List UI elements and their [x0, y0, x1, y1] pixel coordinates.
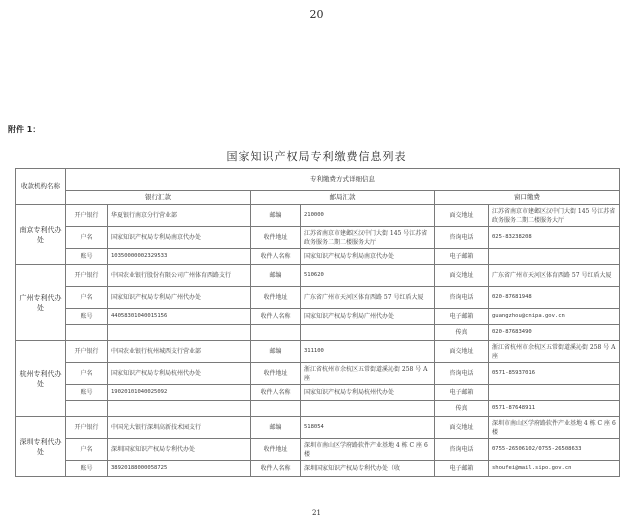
- field-value: 44058301040015156: [108, 309, 251, 325]
- field-label: 开户银行: [66, 417, 108, 439]
- page-number-bottom: 21: [312, 509, 321, 517]
- field-label: 收件地址: [251, 287, 301, 309]
- field-label: 账号: [66, 461, 108, 477]
- field-value: 浙江省杭州市余杭区五常街道溪沁街 258 号 A 座: [489, 341, 620, 363]
- field-label: 开户银行: [66, 205, 108, 227]
- field-label: [66, 325, 108, 341]
- table-subheader-row: [16, 191, 620, 205]
- field-value: 华夏银行南京分行营业部: [108, 205, 251, 227]
- table-row: [16, 205, 620, 227]
- field-label: 账号: [66, 309, 108, 325]
- field-value: guangzhou@cnipa.gov.cn: [489, 309, 620, 325]
- document-title: 国家知识产权局专利缴费信息列表: [226, 150, 407, 163]
- field-label: 收件地址: [251, 227, 301, 249]
- table-row: [16, 385, 620, 401]
- field-label: 户名: [66, 227, 108, 249]
- field-value: 中国光大银行深圳高新技术园支行: [108, 417, 251, 439]
- header-counter: 窗口缴费: [435, 191, 620, 205]
- table-row: [16, 439, 620, 461]
- field-value: 中国农业银行杭州城西支行营业部: [108, 341, 251, 363]
- field-label: 账号: [66, 249, 108, 265]
- field-value: 国家知识产权局专利局广州代办处: [108, 287, 251, 309]
- field-value: 深圳市南山区学府路软件产业基地 4 栋 C 座 6 楼: [301, 439, 435, 461]
- field-value: 江苏省南京市建邺区汉中门大街 145 号江苏省政务服务二期二楼服务大厅: [489, 205, 620, 227]
- field-value: [108, 325, 251, 341]
- table-row: [16, 341, 620, 363]
- field-label: 电子邮箱: [435, 385, 489, 401]
- office-name: 深圳专利代办处: [16, 417, 66, 477]
- field-value: 国家知识产权局专利局广州代办处: [301, 309, 435, 325]
- office-name: 南京专利代办处: [16, 205, 66, 265]
- table-header-row: [16, 169, 620, 191]
- table-row: [16, 265, 620, 287]
- field-label: 面交地址: [435, 205, 489, 227]
- table-row: [16, 287, 620, 309]
- field-value: 020-87683490: [489, 325, 620, 341]
- field-value: 深圳国家知识产权局专利代办处: [108, 439, 251, 461]
- field-value: [108, 401, 251, 417]
- field-value: 广东省广州市天河区体育西路 57 号红盾大厦: [489, 265, 620, 287]
- field-label: [251, 325, 301, 341]
- field-value: 深圳国家知识产权局专利代办处（收: [301, 461, 435, 477]
- field-value: [301, 325, 435, 341]
- table-row: [16, 325, 620, 341]
- field-label: 面交地址: [435, 417, 489, 439]
- table-row: [16, 401, 620, 417]
- header-detail: 专利缴费方式详细信息: [66, 169, 620, 191]
- field-label: 面交地址: [435, 341, 489, 363]
- field-label: [251, 401, 301, 417]
- field-value: [489, 385, 620, 401]
- table-row: [16, 363, 620, 385]
- field-label: 收件地址: [251, 439, 301, 461]
- field-label: 收件地址: [251, 363, 301, 385]
- field-value: 0571-85937016: [489, 363, 620, 385]
- table-row: [16, 417, 620, 439]
- field-label: 收件人名称: [251, 309, 301, 325]
- field-value: [489, 249, 620, 265]
- table-row: [16, 249, 620, 265]
- field-label: 户名: [66, 439, 108, 461]
- field-value: 国家知识产权局专利局杭州代办处: [108, 363, 251, 385]
- header-post: 邮局汇款: [251, 191, 435, 205]
- field-value: [301, 401, 435, 417]
- page-number-top: 20: [309, 8, 324, 21]
- field-label: 传真: [435, 325, 489, 341]
- field-value: 江苏省南京市建邺区汉中门大街 145 号江苏省政务服务二期二楼服务大厅: [301, 227, 435, 249]
- field-label: 电子邮箱: [435, 249, 489, 265]
- field-label: 邮编: [251, 417, 301, 439]
- field-value: 广东省广州市天河区体育西路 57 号红盾大厦: [301, 287, 435, 309]
- field-value: 深圳市南山区学府路软件产业基地 4 栋 C 座 6 楼: [489, 417, 620, 439]
- field-label: 户名: [66, 363, 108, 385]
- field-label: 邮编: [251, 265, 301, 287]
- field-value: 311100: [301, 341, 435, 363]
- field-label: 邮编: [251, 341, 301, 363]
- field-label: 开户银行: [66, 265, 108, 287]
- table-row: [16, 309, 620, 325]
- office-name: 杭州专利代办处: [16, 341, 66, 417]
- field-label: 咨询电话: [435, 227, 489, 249]
- field-label: 电子邮箱: [435, 309, 489, 325]
- field-label: 户名: [66, 287, 108, 309]
- field-value: 国家知识产权局专利局南京代办处: [108, 227, 251, 249]
- field-label: 咨询电话: [435, 363, 489, 385]
- attachment-label: 附件 1：: [8, 125, 41, 134]
- field-value: 38920188000058725: [108, 461, 251, 477]
- field-value: 中国农业银行股份有限公司广州体育西路支行: [108, 265, 251, 287]
- field-value: 19020101040025092: [108, 385, 251, 401]
- field-label: 账号: [66, 385, 108, 401]
- table-row: [16, 227, 620, 249]
- field-value: shoufei@mail.sipo.gov.cn: [489, 461, 620, 477]
- field-value: 025-83238208: [489, 227, 620, 249]
- field-label: 电子邮箱: [435, 461, 489, 477]
- office-name: 广州专利代办处: [16, 265, 66, 341]
- field-value: 10350000002329533: [108, 249, 251, 265]
- field-value: 浙江省杭州市余杭区五常街道溪沁街 258 号 A 座: [301, 363, 435, 385]
- field-value: 国家知识产权局专利局南京代办处: [301, 249, 435, 265]
- field-label: 咨询电话: [435, 439, 489, 461]
- field-value: 510620: [301, 265, 435, 287]
- field-value: 020-87681948: [489, 287, 620, 309]
- field-value: 0755-26506102/0755-26508633: [489, 439, 620, 461]
- field-label: 传真: [435, 401, 489, 417]
- field-value: 518054: [301, 417, 435, 439]
- header-bank: 银行汇款: [66, 191, 251, 205]
- header-org: 收款机构名称: [16, 169, 66, 205]
- field-label: [66, 401, 108, 417]
- fee-info-table: [15, 168, 620, 477]
- field-label: 开户银行: [66, 341, 108, 363]
- field-value: 210000: [301, 205, 435, 227]
- field-value: 0571-87648911: [489, 401, 620, 417]
- field-label: 咨询电话: [435, 287, 489, 309]
- field-label: 面交地址: [435, 265, 489, 287]
- field-label: 收件人名称: [251, 461, 301, 477]
- field-value: 国家知识产权局专利局杭州代办处: [301, 385, 435, 401]
- field-label: 收件人名称: [251, 385, 301, 401]
- field-label: 收件人名称: [251, 249, 301, 265]
- table-row: [16, 461, 620, 477]
- field-label: 邮编: [251, 205, 301, 227]
